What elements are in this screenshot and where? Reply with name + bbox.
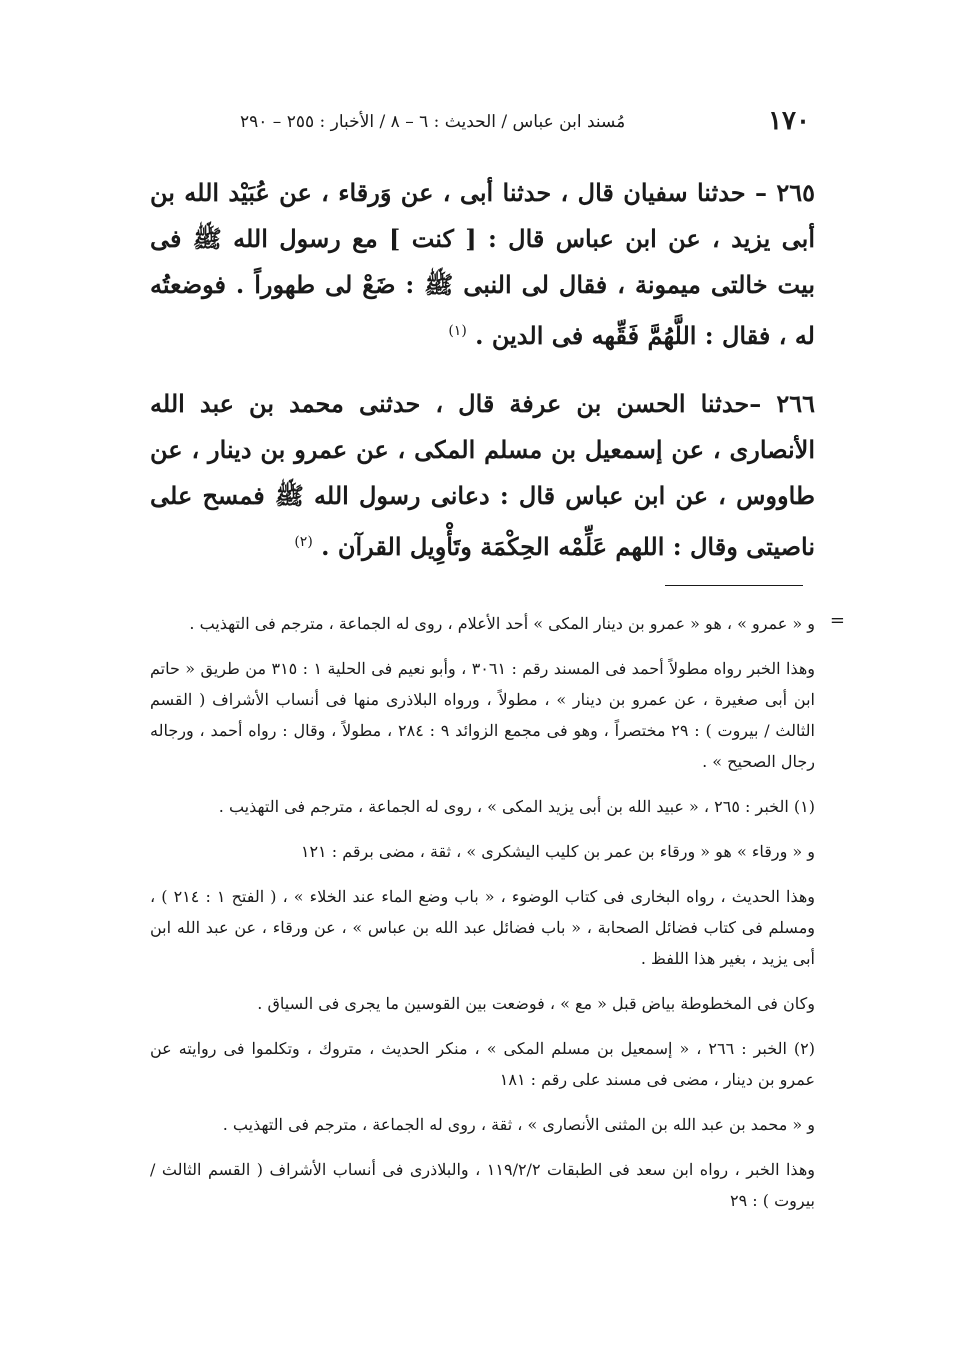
footnote-paragraph: و « عمرو » ، هو « عمرو بن دينار المكى » أحد الأعلام ، روى له الجماعة ، مترجم فى التهذيب . (189, 614, 815, 633)
continuation-mark: = (829, 610, 845, 631)
footnote-paragraph: وهذا الخبر ، رواه ابن سعد فى الطبقات ١١٩/٢/٢ ، والبلاذرى فى أنساب الأشراف ( القسم الثالث / بيروت ) : ٢٩ (150, 1160, 815, 1210)
running-title: مُسند ابن عباس / الحديث : ٦ – ٨ / الأخبار : ٢٥٥ – ٢٩٠ (240, 112, 626, 132)
hadith-text: ٢٦٦ –حدثنا الحسن بن عرفة قال ، حدثنى محمد بن عبد الله الأنصارى ، عن إسمعيل بن مسلم المكى ، عن عمرو بن دينار ، عن طاووس ، عن ابن عباس قال : دعانى رسول الله ﷺ فمسح على ناصيتى وقال : اللهم عَلِّمْه الحِكْمَة وتَأْوِيل القرآن . (150, 389, 816, 561)
footnotes (150, 608, 845, 1230)
footnote-paragraph: (١) الخبر : ٢٦٥ ، « عبيد الله بن أبى يزيد المكى » ، روى له الجماعة ، مترجم فى التهذيب . (218, 797, 815, 816)
footnote-paragraph: (٢) الخبر : ٢٦٦ ، « إسمعيل بن مسلم المكى » ، منكر الحديث ، متروك ، وتكلموا فى روايته عن عمرو بن دينار ، مضى فى مسند على رقم : ١٨١ (150, 1039, 816, 1089)
footnote-paragraph: وكان فى المخطوطة بياض قبل « مع » ، فوضعت بين القوسين ما يجرى فى السياق . (257, 994, 815, 1013)
footnote-paragraph: و « محمد بن عبد الله بن المثنى الأنصارى » ، ثقة ، روى له الجماعة ، مترجم فى التهذيب . (222, 1115, 815, 1134)
footnote-ref: (١) (448, 323, 467, 339)
page-header (240, 106, 810, 144)
page-number: ١٧٠ (768, 106, 810, 136)
footnote-separator (665, 585, 803, 586)
main-text (150, 170, 815, 592)
hadith-266 (150, 381, 815, 570)
footnote-paragraph: و « ورقاء » هو « ورقاء بن عمر بن كليب اليشكرى » ، ثقة ، مضى برقم : ١٢١ (300, 842, 815, 861)
footnote-paragraph: وهذا الخبر رواه مطولاً أحمد فى المسند رقم : ٣٠٦١ ، وأبو نعيم فى الحلية ١ : ٣١٥ من طريق « حاتم ابن أبى صغيرة ، عن عمرو بن دينار » ، مطولاً ، ورواه البلاذرى منها فى أنساب الأشراف ( القسم الثالث / بيروت ) : ٢٩ مختصراً ، وهو فى مجمع الزوائد ٩ : ٢٨٤ ، مطولاً ، وقال : رواه أحمد ، ورجاله رجال الصحيح » . (150, 659, 816, 771)
footnote-ref: (٢) (294, 534, 313, 550)
hadith-265 (150, 170, 815, 359)
hadith-text: ٢٦٥ – حدثنا سفيان قال ، حدثنا أبى ، عن وَرقاء ، عن عُبَيْد الله بن أبى يزيد ، عن ابن عباس قال : [ كنت ] مع رسول الله ﷺ فى بيت خالتى ميمونة ، فقال لى النبى ﷺ : ضَعْ لى طهوراً . فوضعتُه له ، فقال : اللَّهُمَّ فَقِّهه فى الدين . (150, 178, 815, 350)
footnote-paragraph: وهذا الحديث ، رواه البخارى فى كتاب الوضوء ، « باب وضع الماء عند الخلاء » ، ( الفتح ١ : ٢١٤ ) ، ومسلم فى كتاب فضائل الصحابة ، « باب فضائل عبد الله بن عباس » ، عن ورقاء ، عن عبد الله ابن أبى يزيد ، بغير هذا اللفظ . (150, 887, 816, 968)
